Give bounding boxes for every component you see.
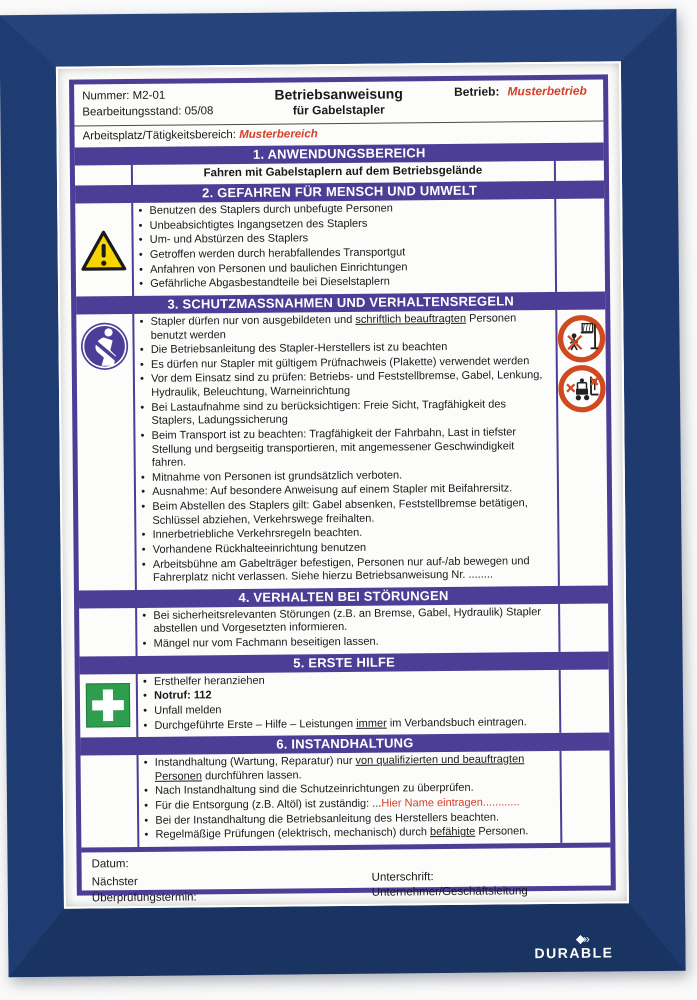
section-right-cell bbox=[559, 751, 610, 843]
company-value: Musterbetrieb bbox=[507, 83, 587, 99]
section-title: 1. ANWENDUNGSBEREICH bbox=[252, 145, 426, 163]
section-body bbox=[75, 199, 605, 297]
section-body bbox=[81, 751, 611, 848]
bullet-marker: • bbox=[140, 429, 145, 442]
bullet-marker: • bbox=[144, 799, 149, 812]
bullet-text: Stapler dürfen nur von ausgebildeten und schriftlich beauftragten Personen benutzt werden bbox=[150, 312, 517, 342]
bullet-marker: • bbox=[138, 205, 143, 218]
section-body bbox=[79, 603, 608, 656]
section-left-cell bbox=[79, 608, 138, 656]
section-right-cell bbox=[554, 161, 604, 181]
bullet-list bbox=[139, 312, 551, 586]
bullet-marker: • bbox=[139, 315, 144, 328]
next-check-label-line2: Überprüfungstermin: bbox=[91, 891, 197, 905]
signature-label: Unterschrift: bbox=[371, 871, 434, 884]
bullet-marker: • bbox=[142, 637, 147, 650]
bullet-text: Gefährliche Abgasbestandteile bei Dieselstaplern bbox=[150, 275, 390, 291]
bullet-item bbox=[144, 825, 554, 843]
workplace-value: Musterbereich bbox=[239, 128, 318, 142]
bullet-marker: • bbox=[144, 829, 149, 842]
header-row bbox=[74, 79, 603, 125]
company-block bbox=[436, 84, 595, 118]
bullet-item bbox=[141, 497, 551, 528]
doc-title-block bbox=[241, 85, 436, 119]
section bbox=[80, 651, 610, 738]
signature-role: Unternehmer/Geschäftsleitung bbox=[371, 885, 528, 900]
bullet-item bbox=[144, 753, 554, 784]
section-title: 2. GEFAHREN FÜR MENSCH UND UMWELT bbox=[202, 182, 478, 201]
section-right-cell bbox=[554, 199, 605, 292]
bullet-text: Für die Entsorgung (z.B. Altöl) ist zuständig: ...Hier Name eintragen............ bbox=[155, 796, 520, 812]
bullet-item bbox=[139, 274, 549, 292]
bullet-item bbox=[141, 426, 551, 471]
section-right-cell bbox=[558, 603, 609, 651]
durable-wordmark: DURABLE bbox=[534, 944, 614, 962]
durable-diamond-icon: ◆» bbox=[575, 931, 588, 946]
section-left-cell bbox=[80, 674, 139, 738]
section bbox=[75, 181, 605, 297]
bullet-text: Anfahren von Personen und baulichen Einrichtungen bbox=[149, 261, 408, 276]
section-title: 5. ERSTE HILFE bbox=[293, 654, 396, 671]
first-aid-cross-icon bbox=[85, 682, 131, 728]
footer-signature bbox=[371, 852, 601, 904]
no-riders-icon bbox=[558, 364, 606, 412]
bullet-text: Innerbetriebliche Verkehrsregeln beachten. bbox=[152, 527, 363, 542]
bullet-marker: • bbox=[138, 263, 143, 276]
bullet-marker: • bbox=[143, 719, 148, 732]
bullet-marker: • bbox=[142, 675, 147, 688]
bullet-text: Vor dem Einsatz sind zu prüfen: Betriebs- und Feststellbremse, Gabel, Lenkung, Hydraulik, Beleuchtung, Warneinrichtung bbox=[151, 369, 543, 399]
company-label: Betrieb: bbox=[454, 84, 500, 99]
bullet-text: Benutzen des Staplers durch unbefugte Personen bbox=[149, 202, 393, 218]
workplace-label: Arbeitsplatz/Tätigkeitsbereich: bbox=[82, 129, 237, 143]
sections-container bbox=[75, 143, 611, 848]
bullet-marker: • bbox=[141, 529, 146, 542]
bullet-item bbox=[143, 716, 553, 734]
no-standing-under-load-icon bbox=[557, 314, 605, 362]
bullet-marker: • bbox=[139, 344, 144, 357]
bullet-text: Arbeitsbühne am Gabelträger befestigen, Personen nur auf-/ab bewegen und Fahrerplatz nicht verlassen. Siehe hierzu Betriebsanweisung Nr. ........ bbox=[152, 554, 530, 585]
bullet-item bbox=[140, 369, 550, 400]
bullet-text: Getroffen werden durch herabfallendes Transportgut bbox=[149, 246, 406, 261]
bullet-text: Ersthelfer heranziehen bbox=[153, 674, 265, 688]
doc-title: Betriebsanweisung bbox=[274, 85, 403, 103]
section-title: 3. SCHUTZMASSNAHMEN UND VERHALTENSREGELN bbox=[167, 293, 514, 312]
bullet-marker: • bbox=[141, 486, 146, 499]
bullet-marker: • bbox=[138, 248, 143, 262]
document-paper bbox=[56, 61, 629, 908]
section-left-cell bbox=[76, 314, 137, 590]
section bbox=[76, 291, 608, 590]
bullet-text: Unfall melden bbox=[154, 704, 222, 717]
section-content-cell bbox=[138, 670, 559, 738]
bullet-text: Beim Transport ist zu beachten: Tragfähigkeit der Fahrbahn, Last in tiefster Stellung und bergseitig transportieren, mit angemessener Geschwindigkeit fahren. bbox=[151, 426, 517, 470]
bullet-list bbox=[144, 753, 554, 843]
bullet-item bbox=[140, 398, 550, 429]
bullet-text: Bei der Instandhaltung die Betriebsanleitung des Herstellers beachten. bbox=[155, 811, 500, 827]
bullet-marker: • bbox=[138, 234, 143, 247]
section-title: 6. INSTANDHALTUNG bbox=[276, 735, 414, 752]
instruction-sheet bbox=[69, 74, 616, 905]
section-content-cell bbox=[137, 604, 558, 656]
section-content-cell bbox=[139, 751, 560, 847]
bullet-text: Bei sicherheitsrelevanten Störungen (z.B. an Bremse, Gabel, Hydraulik) Stapler abstellen und Vorgesetzten informieren. bbox=[153, 605, 542, 636]
bullet-marker: • bbox=[143, 785, 148, 798]
bullet-text: Instandhaltung (Wartung, Reparatur) nur von qualifizierten und beauftragten Personen durchführen lassen. bbox=[154, 753, 525, 783]
bullet-text: Unbeabsichtigtes Ingangsetzen des Staplers bbox=[149, 217, 368, 232]
bullet-marker: • bbox=[141, 558, 146, 571]
section-body bbox=[80, 669, 610, 738]
section-right-cell bbox=[558, 669, 609, 733]
bullet-item bbox=[139, 312, 549, 343]
durable-frame bbox=[0, 9, 686, 977]
bullet-text: Um- und Abstürzen des Staplers bbox=[149, 232, 309, 247]
bullet-marker: • bbox=[140, 401, 145, 414]
section bbox=[79, 585, 609, 656]
bullet-marker: • bbox=[144, 814, 149, 827]
bullet-text: Bei Lastaufnahme sind zu berücksichtigen: Freie Sicht, Tragfähigkeit des Staplers, Ladungssicherung bbox=[151, 398, 507, 428]
seatbelt-mandatory-icon bbox=[78, 320, 130, 372]
bullet-text: Die Betriebsanleitung des Stapler-Herstellers ist zu beachten bbox=[150, 341, 448, 357]
warning-triangle-icon bbox=[81, 229, 127, 271]
bullet-text: Regelmäßige Prüfungen (elektrisch, mechanisch) durch befähigte Personen. bbox=[155, 825, 529, 842]
bullet-list bbox=[138, 201, 548, 292]
section-content-cell bbox=[133, 199, 554, 296]
bullet-marker: • bbox=[139, 278, 144, 291]
bullet-marker: • bbox=[138, 219, 143, 232]
bullet-marker: • bbox=[141, 500, 146, 513]
date-label: Datum: bbox=[91, 858, 129, 871]
bullet-text: Es dürfen nur Stapler mit gültigem Prüfnachweis (Plakette) verwendet werden bbox=[150, 355, 530, 371]
bullet-marker: • bbox=[139, 358, 144, 371]
header-meta bbox=[82, 87, 241, 121]
section-body bbox=[76, 309, 608, 590]
section bbox=[75, 143, 604, 186]
bullet-text: Ausnahme: Auf besondere Anweisung auf einem Stapler mit Beifahrersitz. bbox=[152, 482, 513, 499]
bullet-marker: • bbox=[143, 757, 148, 770]
doc-revision: Bearbeitungsstand: 05/08 bbox=[82, 105, 214, 119]
bullet-item bbox=[142, 606, 552, 637]
bullet-item bbox=[142, 555, 552, 586]
bullet-text: Mängel nur vom Fachmann beseitigen lassen. bbox=[153, 635, 379, 650]
durable-logo bbox=[534, 932, 613, 960]
bullet-item bbox=[143, 634, 553, 652]
bullet-text: Vorhandene Rückhalteeinrichtung benutzen bbox=[152, 541, 367, 556]
section-left-cell bbox=[75, 203, 134, 296]
section-right-cell bbox=[555, 309, 608, 585]
bullet-text: Beim Abstellen des Staplers gilt: Gabel absenken, Feststellbremse betätigen, Schlüssel abziehen, Verkehrswege freihalten. bbox=[152, 497, 528, 527]
bullet-marker: • bbox=[140, 373, 145, 386]
section bbox=[80, 733, 610, 848]
section-scope-text: Fahren mit Gabelstaplern auf dem Betriebsgelände bbox=[203, 164, 483, 180]
bullet-marker: • bbox=[140, 471, 145, 484]
section-content-cell bbox=[133, 161, 554, 185]
footer-dates bbox=[91, 855, 371, 907]
section-left-cell bbox=[75, 165, 133, 186]
bullet-marker: • bbox=[143, 690, 148, 703]
bullet-marker: • bbox=[142, 609, 147, 622]
section-left-cell bbox=[81, 755, 140, 847]
doc-number: Nummer: M2-01 bbox=[82, 89, 166, 103]
bullet-marker: • bbox=[143, 704, 148, 717]
section-content-cell bbox=[134, 310, 557, 590]
bullet-marker: • bbox=[141, 543, 146, 556]
footer-row bbox=[81, 842, 611, 912]
bullet-text: Durchgeführte Erste – Hilfe – Leistungen immer im Verbandsbuch eintragen. bbox=[154, 715, 527, 732]
bullet-text: Nach Instandhaltung sind die Schutzeinrichtungen zu überprüfen. bbox=[154, 782, 474, 798]
doc-subtitle: für Gabelstapler bbox=[292, 102, 385, 118]
bullet-list bbox=[142, 606, 552, 652]
bullet-text: Notruf: 112 bbox=[154, 689, 212, 703]
bullet-list bbox=[143, 672, 553, 733]
section-title: 4. VERHALTEN BEI STÖRUNGEN bbox=[238, 587, 449, 605]
bullet-text: Mitnahme von Personen ist grundsätzlich verboten. bbox=[151, 469, 403, 484]
next-check-label-line1: Nächster bbox=[91, 876, 138, 889]
